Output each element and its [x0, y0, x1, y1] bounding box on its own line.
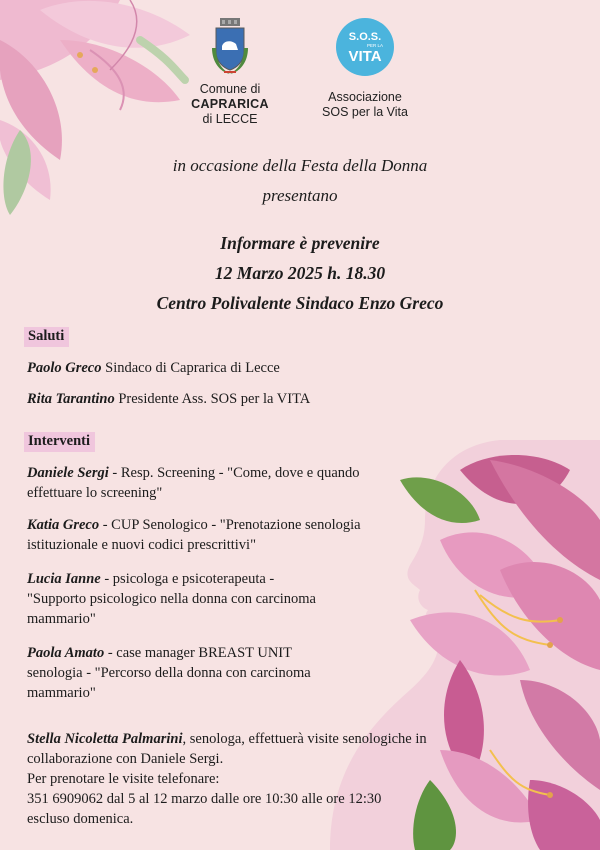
- interventi-label: Interventi: [24, 432, 95, 452]
- saluti-item-1: [27, 358, 447, 378]
- speaker-name: Daniele Sergi: [27, 465, 109, 481]
- intro-line2: presentano: [262, 186, 338, 205]
- sos-assoc-line2: SOS per la Vita: [322, 105, 408, 119]
- comune-logo: [178, 18, 282, 127]
- footer-phone-text: 351 6909062 dal 5 al 12 marzo dalle ore 10:30 alle ore 12:30: [27, 791, 382, 807]
- comune-crest-icon: [210, 18, 250, 76]
- speaker-talk: - CUP Senologico - "Prenotazione senologia istituzionale e nuovi codici prescrittivi": [27, 517, 361, 553]
- footer-text1: , senologa, effettuerà visite senologiche in collaborazione con Daniele Sergi.: [27, 731, 427, 767]
- sos-text: S.O.S.: [348, 31, 382, 43]
- saluti-label: Saluti: [24, 327, 69, 347]
- speaker-role: Sindaco di Caprarica di Lecce: [101, 360, 280, 376]
- speaker-name: Paola Amato: [27, 645, 105, 661]
- sos-small-text: PER LA: [366, 43, 384, 48]
- footer-text4: escluso domenica.: [27, 811, 134, 827]
- event-venue: Centro Polivalente Sindaco Enzo Greco: [156, 293, 444, 313]
- footer-text2: Per prenotare le visite telefonare:: [27, 771, 220, 787]
- interventi-item-1: [27, 463, 397, 503]
- flower-decoration-bottom-right: [400, 450, 600, 850]
- footer-name: Stella Nicoletta Palmarini: [27, 731, 183, 747]
- comune-line3: di LECCE: [202, 112, 258, 126]
- interventi-item-3: [27, 569, 327, 629]
- speaker-role: Presidente Ass. SOS per la VITA: [114, 391, 311, 407]
- sos-vita-text: VITA: [348, 48, 382, 65]
- event-date: 12 Marzo 2025 h. 18.30: [214, 263, 386, 283]
- speaker-name: Rita Tarantino: [27, 391, 115, 407]
- speaker-name: Lucia Ianne: [27, 571, 101, 587]
- interventi-item-2: [27, 515, 397, 555]
- sos-assoc-line1: Associazione: [328, 90, 402, 104]
- speaker-name: Paolo Greco: [27, 360, 102, 376]
- comune-line1: Comune di: [199, 82, 261, 96]
- event-title: Informare è prevenire: [220, 233, 380, 253]
- comune-line2: CAPRARICA: [191, 97, 269, 111]
- sos-logo: [312, 18, 418, 120]
- saluti-item-2: [27, 389, 447, 409]
- speaker-talk: - case manager BREAST UNIT senologia - "Percorso della donna con carcinoma mammario": [27, 645, 311, 701]
- intro-line1: in occasione della Festa della Donna: [172, 156, 428, 175]
- speaker-name: Katia Greco: [27, 517, 100, 533]
- sos-logo-circle-icon: [336, 18, 394, 76]
- speaker-talk: - Resp. Screening - "Come, dove e quando effettuare lo screening": [27, 465, 360, 501]
- speaker-talk: - psicologa e psicoterapeuta - "Supporto psicologico nella donna con carcinoma mammario": [27, 571, 316, 627]
- footer-visits: [27, 729, 427, 829]
- interventi-item-4: [27, 643, 337, 703]
